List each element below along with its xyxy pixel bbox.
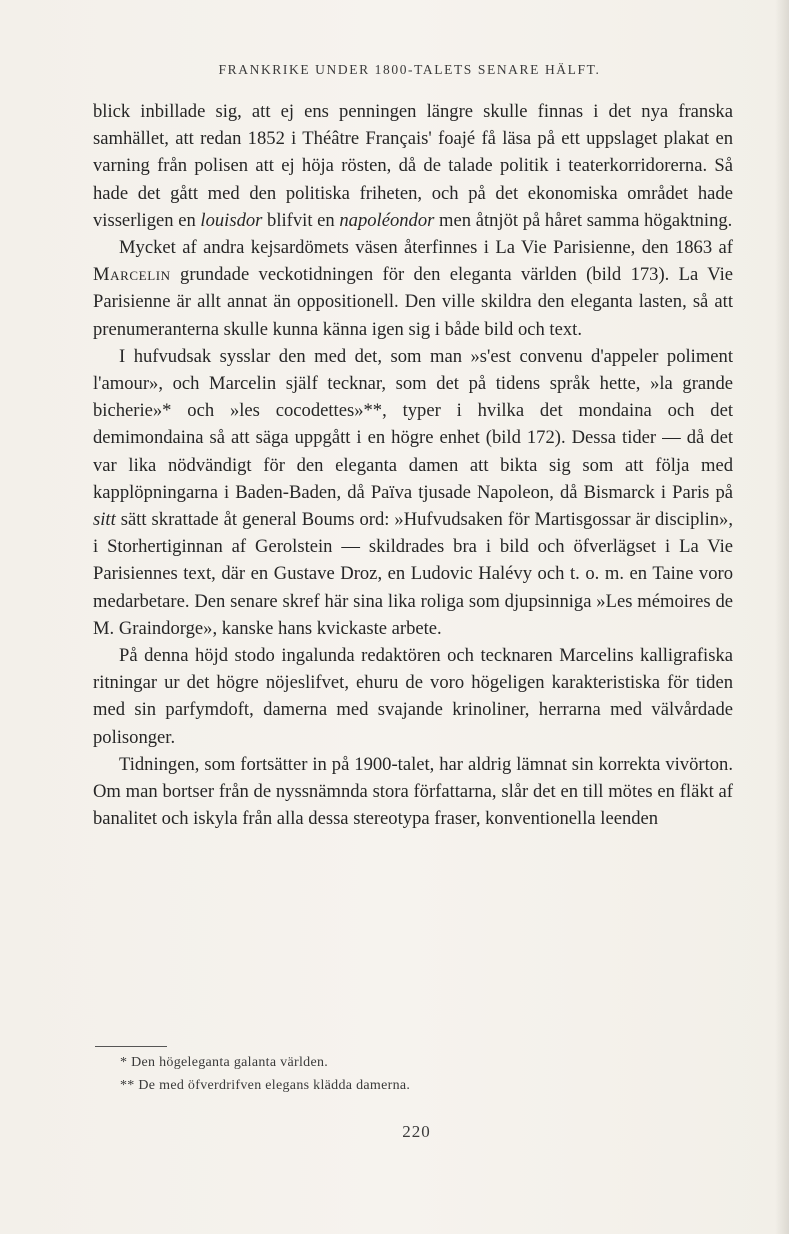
paragraph-3 [93, 343, 733, 642]
italic-louisdor: louisdor [200, 209, 263, 231]
text-run: Mycket af andra kejsardömets väsen återfinnes i La Vie Parisienne, den 1863 af [119, 237, 733, 259]
text-run: I hufvudsak sysslar den med det, som man »s'est convenu d'appeler poliment l'amour», och Marcelin själf tecknar, som det på tidens språk hette, »la grande bicherie»* och »les cocodettes»**, typer i hvilka det mondaina och det demimondaina så att säga uppgått i en högre enhet (bild 172). Dessa tider — då det var lika nödvändigt för den eleganta damen att bikta sig som att följa med kapplöpningarna i Baden-Baden, då Païva tjusade Napoleon, då Bismarck i Paris på [93, 345, 733, 503]
text-run: grundade veckotidningen för den eleganta världen (bild 173). La Vie Parisienne är allt annat än oppositionell. Den ville skildra den eleganta lasten, så att prenumeranterna skulle kunna känna igen sig i både bild och text. [93, 264, 733, 340]
footnotes [120, 1051, 680, 1097]
text-run: blick inbillade sig, att ej ens penningen längre skulle finnas i det nya franska samhället, att redan 1852 i Théâtre Français' foajé få läsa på ett uppslaget plakat en varning från polisen att ej höja rösten, då de talade politik i teaterkorridorerna. Så hade det gått med den politiska friheten, och på det ekonomiska området hade visserligen en [93, 101, 733, 231]
running-head: FRANKRIKE UNDER 1800-TALETS SENARE HÄLFT. [218, 62, 601, 77]
footnote-rule [95, 1046, 167, 1047]
paragraph-4 [93, 642, 733, 751]
footnote-1: * Den högeleganta galanta världen. [120, 1055, 329, 1070]
footnote-2: ** De med öfverdrifven elegans klädda damerna. [120, 1078, 411, 1093]
paragraph-1 [93, 98, 733, 234]
text-run: sätt skrattade åt general Boums ord: »Hufvudsaken för Martisgossar är disciplin», i Storhertiginnan af Gerolstein — skildrades bra i bild och öfverlägset i La Vie Parisiennes text, där en Gustave Droz, en Ludovic Halévy och t. o. m. en Taine voro medarbetare. Den senare skref här sina lika roliga som djupsinniga »Les mémoires de M. Graindorge», kanske hans kvickaste arbete. [93, 509, 733, 639]
page-number: 220 [402, 1122, 431, 1141]
italic-sitt: sitt [93, 509, 116, 531]
small-caps-marcelin: Marcelin [93, 264, 171, 286]
paragraph-2 [93, 234, 733, 343]
text-run: På denna höjd stodo ingalunda redaktören och tecknaren Marcelins kalligrafiska ritningar ur det högre nöjeslifvet, ehuru de voro högeligen karakteristiska för tiden med sin parfymdoft, damerna med svajande krinoliner, herrarna med välvårdade polisonger. [93, 645, 733, 748]
body-text [93, 98, 733, 832]
paragraph-5 [93, 751, 733, 833]
text-run: men åtnjöt på håret samma högaktning. [434, 209, 733, 231]
text-run: blifvit en [262, 209, 340, 231]
italic-napoleondor: napoléondor [339, 209, 435, 231]
text-run: Tidningen, som fortsätter in på 1900-talet, har aldrig lämnat sin korrekta vivörton. Om man bortser från de nyssnämnda stora författarna, slår det en till mötes en fläkt af banalitet och iskyla från alla dessa stereotypa fraser, konventionella leenden [93, 753, 733, 830]
page-edge-shadow [775, 0, 789, 1234]
